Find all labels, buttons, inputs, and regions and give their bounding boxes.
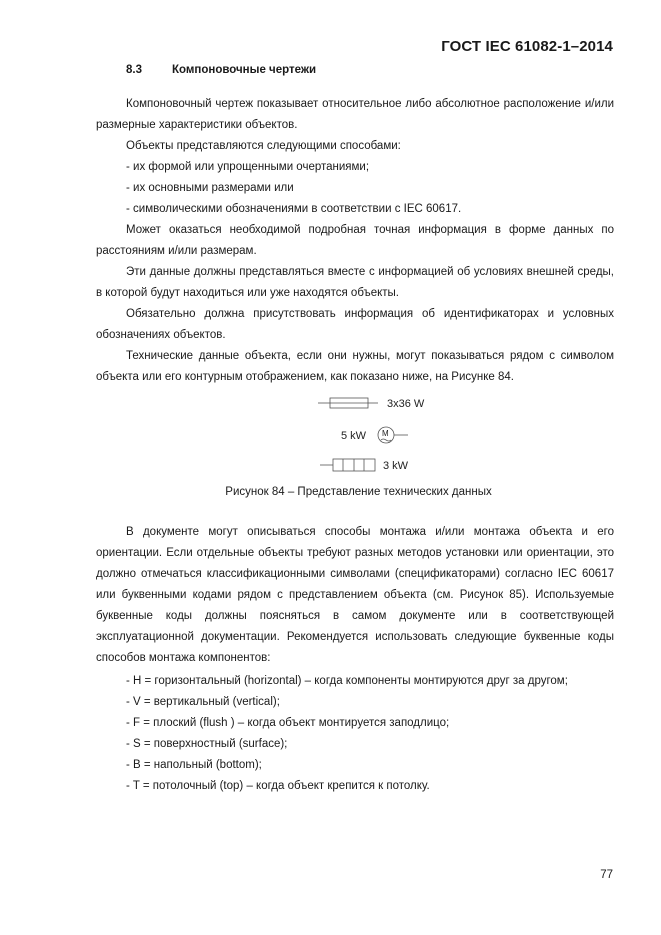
paragraph-environment: Эти данные должны представляться вместе с информацией об условиях внешней среды, в которой будут находиться или уже находятся объекты. [96, 266, 614, 299]
figure-label-motor-power: 5 kW [341, 430, 367, 442]
paragraph-mounting: В документе могут описываться способы монтажа и/или монтажа объекта и его ориентации. Если отдельные объекты требуют разных методов установки или ориентации, это должно отмечаться классификационными символами (спецификаторами) согласно IEC 60617 или буквенными кодами рядом с представлением объекта (см. Рисунок 85). Используемые буквенные коды должны поясняться в самом документе или в соответствующей эксплуатационной документации. Рекомендуется использовать следующие буквенные коды способов монтажа компонентов: [96, 526, 614, 664]
list-item: - S = поверхностный (surface); [126, 738, 288, 750]
paragraph-identifiers: Обязательно должна присутствовать информация об идентификаторах и условных обозначениях объектов. [96, 308, 614, 341]
document-header: ГОСТ IEC 61082-1–2014 [441, 38, 613, 55]
figure-label-heater: 3 kW [383, 460, 409, 472]
list-item: - B = напольный (bottom); [126, 759, 262, 771]
list-item: - V = вертикальный (vertical); [126, 696, 280, 708]
list-item: - T = потолочный (top) – когда объект крепится к потолку. [126, 780, 430, 792]
paragraph-layout-drawing: Компоновочный чертеж показывает относительное либо абсолютное расположение и/или размерные характеристики объектов. [96, 98, 614, 131]
luminaire-symbol [318, 398, 378, 408]
page-number: 77 [600, 869, 613, 881]
list-item: - их формой или упрощенными очертаниями; [126, 161, 370, 173]
section-title: Компоновочные чертежи [172, 64, 317, 76]
paragraph-technical-data: Технические данные объекта, если они нужны, могут показываться рядом с символом объекта или его контурным отображением, как показано ниже, на Рисунке 84. [96, 350, 614, 383]
motor-letter: M [382, 429, 389, 438]
section-number: 8.3 [126, 64, 142, 76]
paragraph-representation-intro: Объекты представляются следующими способами: [126, 140, 401, 152]
figure-caption: Рисунок 84 – Представление технических данных [225, 486, 492, 498]
paragraph-distances: Может оказаться необходимой подробная точная информация в форме данных по расстояниям и/или размерам. [96, 224, 614, 257]
heater-symbol [320, 459, 375, 471]
figure-label-lamp: 3x36 W [387, 398, 425, 410]
list-item: - F = плоский (flush ) – когда объект монтируется заподлицо; [126, 717, 450, 729]
list-item: - их основными размерами или [126, 182, 294, 194]
list-item: - H = горизонтальный (horizontal) – когда компоненты монтируются друг за другом; [126, 675, 568, 687]
list-item: - символическими обозначениями в соответствии с IEC 60617. [126, 203, 462, 215]
